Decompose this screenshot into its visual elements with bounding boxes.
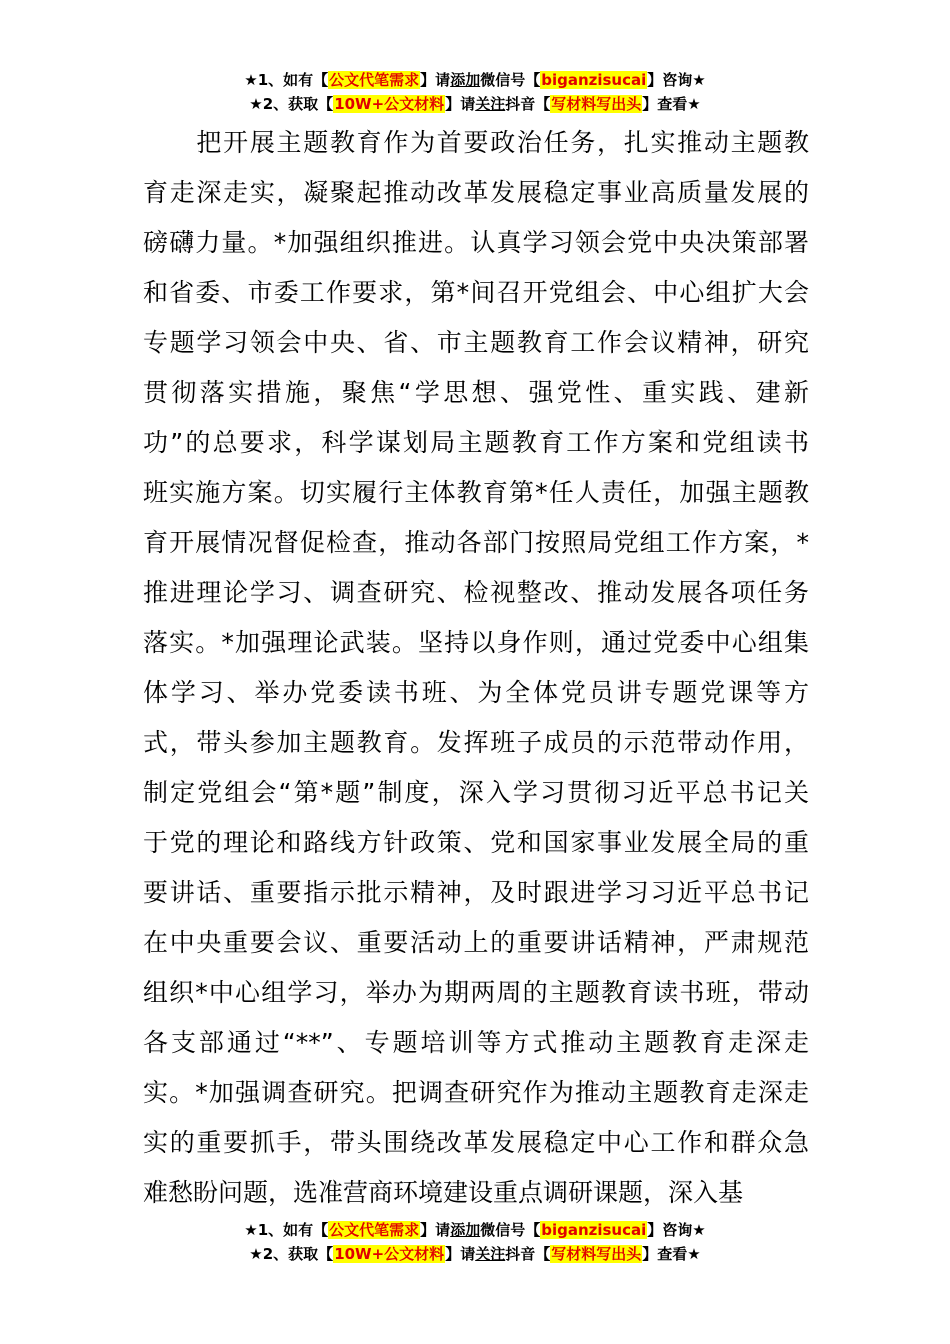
underlined-text: 添加	[450, 71, 481, 89]
highlight-materials: 10W+公文材料	[334, 1245, 445, 1263]
highlight-service: 公文代笔需求	[329, 1221, 420, 1239]
banner-text: 抖音【	[505, 95, 551, 113]
body-line: 育开展情况督促检查，推动各部门按照局党组工作方案，*	[143, 528, 809, 557]
body-line: 把开展主题教育作为首要政治任务，扎实推动主题教	[143, 128, 809, 157]
body-line: 实。*加强调查研究。把调查研究作为推动主题教育走深走	[143, 1078, 809, 1107]
underlined-text: 关注	[475, 1245, 506, 1263]
body-line: 专题学习领会中央、省、市主题教育工作会议精神，研究	[143, 328, 809, 357]
highlight-service: 公文代笔需求	[329, 71, 420, 89]
document-body	[143, 118, 809, 1218]
header-banner	[0, 68, 950, 116]
highlight-wechat-id: biganzisucai	[541, 71, 647, 89]
banner-text: ★2、获取【	[249, 1245, 334, 1263]
body-line: 制定党组会“第*题”制度，深入学习贯彻习近平总书记关	[143, 778, 809, 807]
banner-line-1	[0, 1218, 950, 1242]
body-line: 贯彻落实措施，聚焦“学思想、强党性、重实践、建新	[143, 378, 809, 407]
footer-banner	[0, 1218, 950, 1266]
banner-text: 】请	[420, 71, 451, 89]
body-line: 和省委、市委工作要求，第*间召开党组会、中心组扩大会	[143, 278, 809, 307]
banner-text: 抖音【	[505, 1245, 551, 1263]
highlight-douyin-account: 写材料写出头	[551, 95, 642, 113]
body-line: 推进理论学习、调查研究、检视整改、推动发展各项任务	[143, 578, 809, 607]
body-line: 在中央重要会议、重要活动上的重要讲话精神，严肃规范	[143, 928, 809, 957]
banner-text: 微信号【	[480, 1221, 541, 1239]
body-line: 实的重要抓手，带头围绕改革发展稳定中心工作和群众急	[143, 1128, 809, 1157]
body-line: 各支部通过“**”、专题培训等方式推动主题教育走深走	[143, 1028, 809, 1057]
highlight-materials: 10W+公文材料	[334, 95, 445, 113]
banner-text: 】请	[420, 1221, 451, 1239]
body-line: 班实施方案。切实履行主体教育第*任人责任，加强主题教	[143, 478, 809, 507]
banner-text: ★1、如有【	[244, 71, 329, 89]
banner-text: 】查看★	[642, 1245, 701, 1263]
highlight-douyin-account: 写材料写出头	[551, 1245, 642, 1263]
banner-text: ★1、如有【	[244, 1221, 329, 1239]
body-line: 要讲话、重要指示批示精神，及时跟进学习习近平总书记	[143, 878, 809, 907]
body-line: 落实。*加强理论武装。坚持以身作则，通过党委中心组集	[143, 628, 809, 657]
body-line: 于党的理论和路线方针政策、党和国家事业发展全局的重	[143, 828, 809, 857]
highlight-wechat-id: biganzisucai	[541, 1221, 647, 1239]
banner-text: 】咨询★	[647, 1221, 706, 1239]
body-line: 组织*中心组学习，举办为期两周的主题教育读书班，带动	[143, 978, 809, 1007]
underlined-text: 添加	[450, 1221, 481, 1239]
body-line: 体学习、举办党委读书班、为全体党员讲专题党课等方	[143, 678, 809, 707]
banner-text: 】请	[445, 95, 476, 113]
banner-text: 】查看★	[642, 95, 701, 113]
banner-text: 】咨询★	[647, 71, 706, 89]
body-line: 功”的总要求，科学谋划局主题教育工作方案和党组读书	[143, 428, 809, 457]
banner-line-2	[0, 92, 950, 116]
body-line: 式，带头参加主题教育。发挥班子成员的示范带动作用，	[143, 728, 809, 757]
underlined-text: 关注	[475, 95, 506, 113]
banner-text: 】请	[445, 1245, 476, 1263]
body-line: 磅礴力量。*加强组织推进。认真学习领会党中央决策部署	[143, 228, 809, 257]
body-line: 难愁盼问题，选准营商环境建设重点调研课题，深入基	[143, 1178, 744, 1207]
banner-line-1	[0, 68, 950, 92]
banner-text: ★2、获取【	[249, 95, 334, 113]
banner-text: 微信号【	[480, 71, 541, 89]
body-line: 育走深走实，凝聚起推动改革发展稳定事业高质量发展的	[143, 178, 809, 207]
banner-line-2	[0, 1242, 950, 1266]
